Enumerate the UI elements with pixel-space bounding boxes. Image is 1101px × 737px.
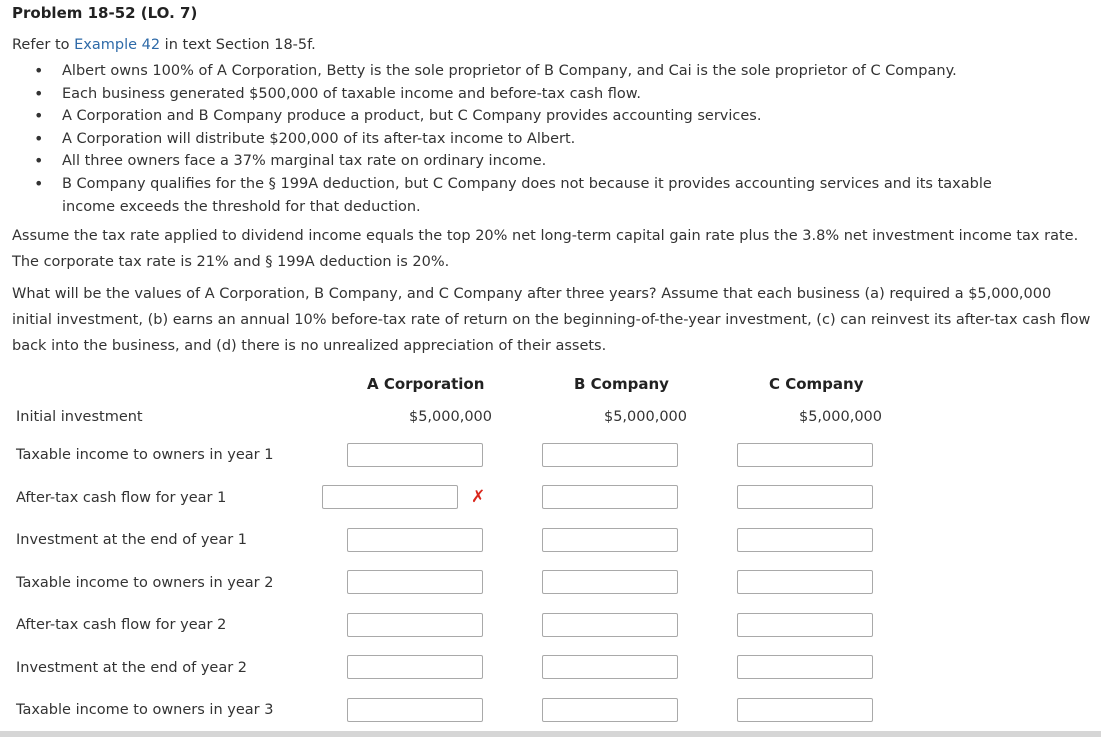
intro-prefix: Refer to xyxy=(12,37,75,53)
intro-suffix: in text Section 18-5f. xyxy=(160,37,316,53)
example-42-link[interactable]: Example 42 xyxy=(74,37,161,53)
investment-end-year2-a-input[interactable] xyxy=(347,655,483,679)
facts-list xyxy=(34,60,1034,218)
column-header-b-company: B Company xyxy=(574,375,669,393)
row-label: Investment at the end of year 2 xyxy=(16,660,248,676)
column-header-a-corporation: A Corporation xyxy=(367,375,485,393)
initial-investment-c: $5,000,000 xyxy=(798,409,882,425)
page-bottom-scrollbar-edge xyxy=(0,731,1101,737)
taxable-income-year3-c-input[interactable] xyxy=(737,698,873,722)
taxable-income-year2-c-input[interactable] xyxy=(737,570,873,594)
after-tax-cash-flow-year1-b-input[interactable] xyxy=(542,485,678,509)
incorrect-x-icon: ✗ xyxy=(471,487,486,507)
taxable-income-year2-b-input[interactable] xyxy=(542,570,678,594)
investment-end-year1-a-input[interactable] xyxy=(347,528,483,552)
taxable-income-year3-a-input[interactable] xyxy=(347,698,483,722)
problem-title: Problem 18-52 (LO. 7) xyxy=(12,4,198,22)
after-tax-cash-flow-year1-a-input[interactable] xyxy=(322,485,458,509)
investment-end-year2-c-input[interactable] xyxy=(737,655,873,679)
taxable-income-year1-c-input[interactable] xyxy=(737,443,873,467)
assumption-text: Assume the tax rate applied to dividend income equals the top 20% net long-term capital gain rate plus the 3.8% net investment income tax rate. The corporate tax rate is 21% and § 199A deduction is 20%. xyxy=(12,228,1079,270)
intro-line xyxy=(12,37,316,53)
taxable-income-year3-b-input[interactable] xyxy=(542,698,678,722)
after-tax-cash-flow-year2-b-input[interactable] xyxy=(542,613,678,637)
row-label: Taxable income to owners in year 1 xyxy=(16,447,274,463)
initial-investment-label: Initial investment xyxy=(16,409,143,425)
after-tax-cash-flow-year2-a-input[interactable] xyxy=(347,613,483,637)
investment-end-year1-c-input[interactable] xyxy=(737,528,873,552)
row-label: After-tax cash flow for year 1 xyxy=(16,490,227,506)
column-header-c-company: C Company xyxy=(769,375,864,393)
taxable-income-year1-a-input[interactable] xyxy=(347,443,483,467)
question-text: What will be the values of A Corporation, B Company, and C Company after three years? Assume that each business (a) required a $5,000,000 initial investment, (b) earns an annual 10% before-tax rate of return on the beginning-of-the-year investment, (c) can reinvest its after-tax cash flow back into the business, and (d) there is no unrealized appreciation of their assets. xyxy=(12,286,1091,354)
row-label: Taxable income to owners in year 3 xyxy=(16,702,274,718)
row-label: Taxable income to owners in year 2 xyxy=(16,575,274,591)
fact-item: • A Corporation and B Company produce a product, but C Company provides accounting services. xyxy=(34,105,1034,128)
taxable-income-year1-b-input[interactable] xyxy=(542,443,678,467)
fact-item: • Albert owns 100% of A Corporation, Betty is the sole proprietor of B Company, and Cai is the sole proprietor of C Company. xyxy=(34,60,1034,83)
investment-end-year1-b-input[interactable] xyxy=(542,528,678,552)
fact-item: • B Company qualifies for the § 199A deduction, but C Company does not because it provides accounting services and its taxable income exceeds the threshold for that deduction. xyxy=(34,173,1034,218)
after-tax-cash-flow-year1-c-input[interactable] xyxy=(737,485,873,509)
row-label: Investment at the end of year 1 xyxy=(16,532,248,548)
row-label: After-tax cash flow for year 2 xyxy=(16,617,227,633)
fact-item: • A Corporation will distribute $200,000 of its after-tax income to Albert. xyxy=(34,128,1034,151)
initial-investment-b: $5,000,000 xyxy=(603,409,687,425)
initial-investment-a: $5,000,000 xyxy=(408,409,492,425)
fact-item: • Each business generated $500,000 of taxable income and before-tax cash flow. xyxy=(34,83,1034,106)
investment-end-year2-b-input[interactable] xyxy=(542,655,678,679)
after-tax-cash-flow-year2-c-input[interactable] xyxy=(737,613,873,637)
taxable-income-year2-a-input[interactable] xyxy=(347,570,483,594)
fact-item: • All three owners face a 37% marginal tax rate on ordinary income. xyxy=(34,150,1034,173)
